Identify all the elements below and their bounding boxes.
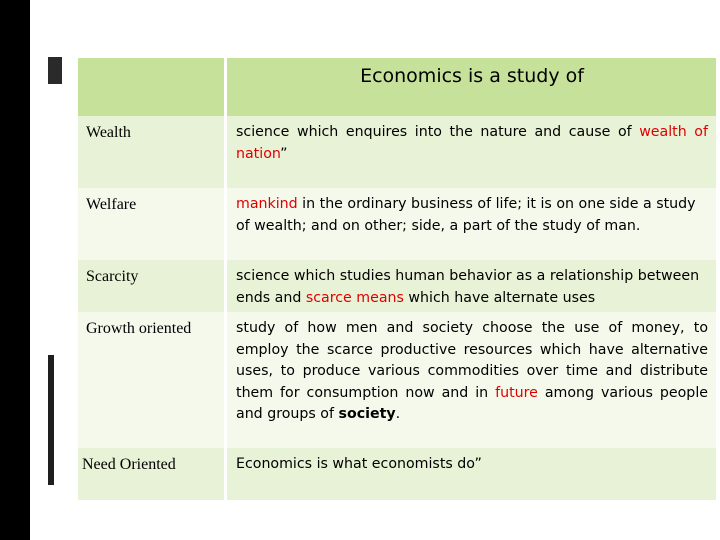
highlight-text: future — [495, 384, 538, 401]
definition-text: Economics is what economists do” — [236, 456, 482, 472]
definition-text: science which enquires into the nature and cause of — [236, 124, 640, 140]
table-row — [78, 188, 716, 260]
definition-text: in the ordinary business of life; it is on one side a study of wealth; and on other; side, a part of the study of man. — [236, 196, 696, 234]
table-row — [78, 260, 716, 312]
decorative-bar — [48, 355, 54, 485]
row-definition — [224, 116, 716, 188]
definition-text: among various people and groups of — [236, 384, 708, 422]
definition-text: . — [395, 406, 401, 422]
header-title: Economics is a study of — [224, 58, 716, 116]
row-label: Welfare — [86, 196, 137, 213]
definition-text: study of how men and society choose the use of money, to employ the scarce productive resources which have alternative uses, to produce various commodities over time and distribute them for consumption now and in — [236, 320, 708, 401]
table-row — [78, 448, 716, 500]
decorative-block — [48, 57, 62, 84]
row-label: Growth oriented — [86, 320, 192, 337]
row-definition — [224, 312, 716, 448]
table-row — [78, 312, 716, 448]
highlight-text: scarce means — [305, 289, 404, 306]
row-label: Scarcity — [86, 268, 139, 285]
row-definition — [224, 188, 716, 260]
definition-text: ” — [280, 145, 288, 162]
highlight-text: wealth of nation — [236, 124, 708, 162]
definition-text: science which studies human behavior as a relationship between ends and — [236, 268, 700, 306]
header-empty-cell — [78, 58, 224, 116]
definition-text: which have alternate uses — [403, 289, 596, 306]
table-header-row — [78, 58, 716, 116]
row-label: Wealth — [86, 124, 131, 141]
row-definition — [224, 448, 716, 500]
bold-text: society — [338, 406, 396, 422]
row-definition — [224, 260, 716, 312]
table-row — [78, 116, 716, 188]
slide — [30, 0, 720, 540]
economics-definitions-table — [78, 58, 716, 500]
highlight-text: mankind — [236, 196, 298, 212]
row-label: Need Oriented — [82, 456, 176, 473]
